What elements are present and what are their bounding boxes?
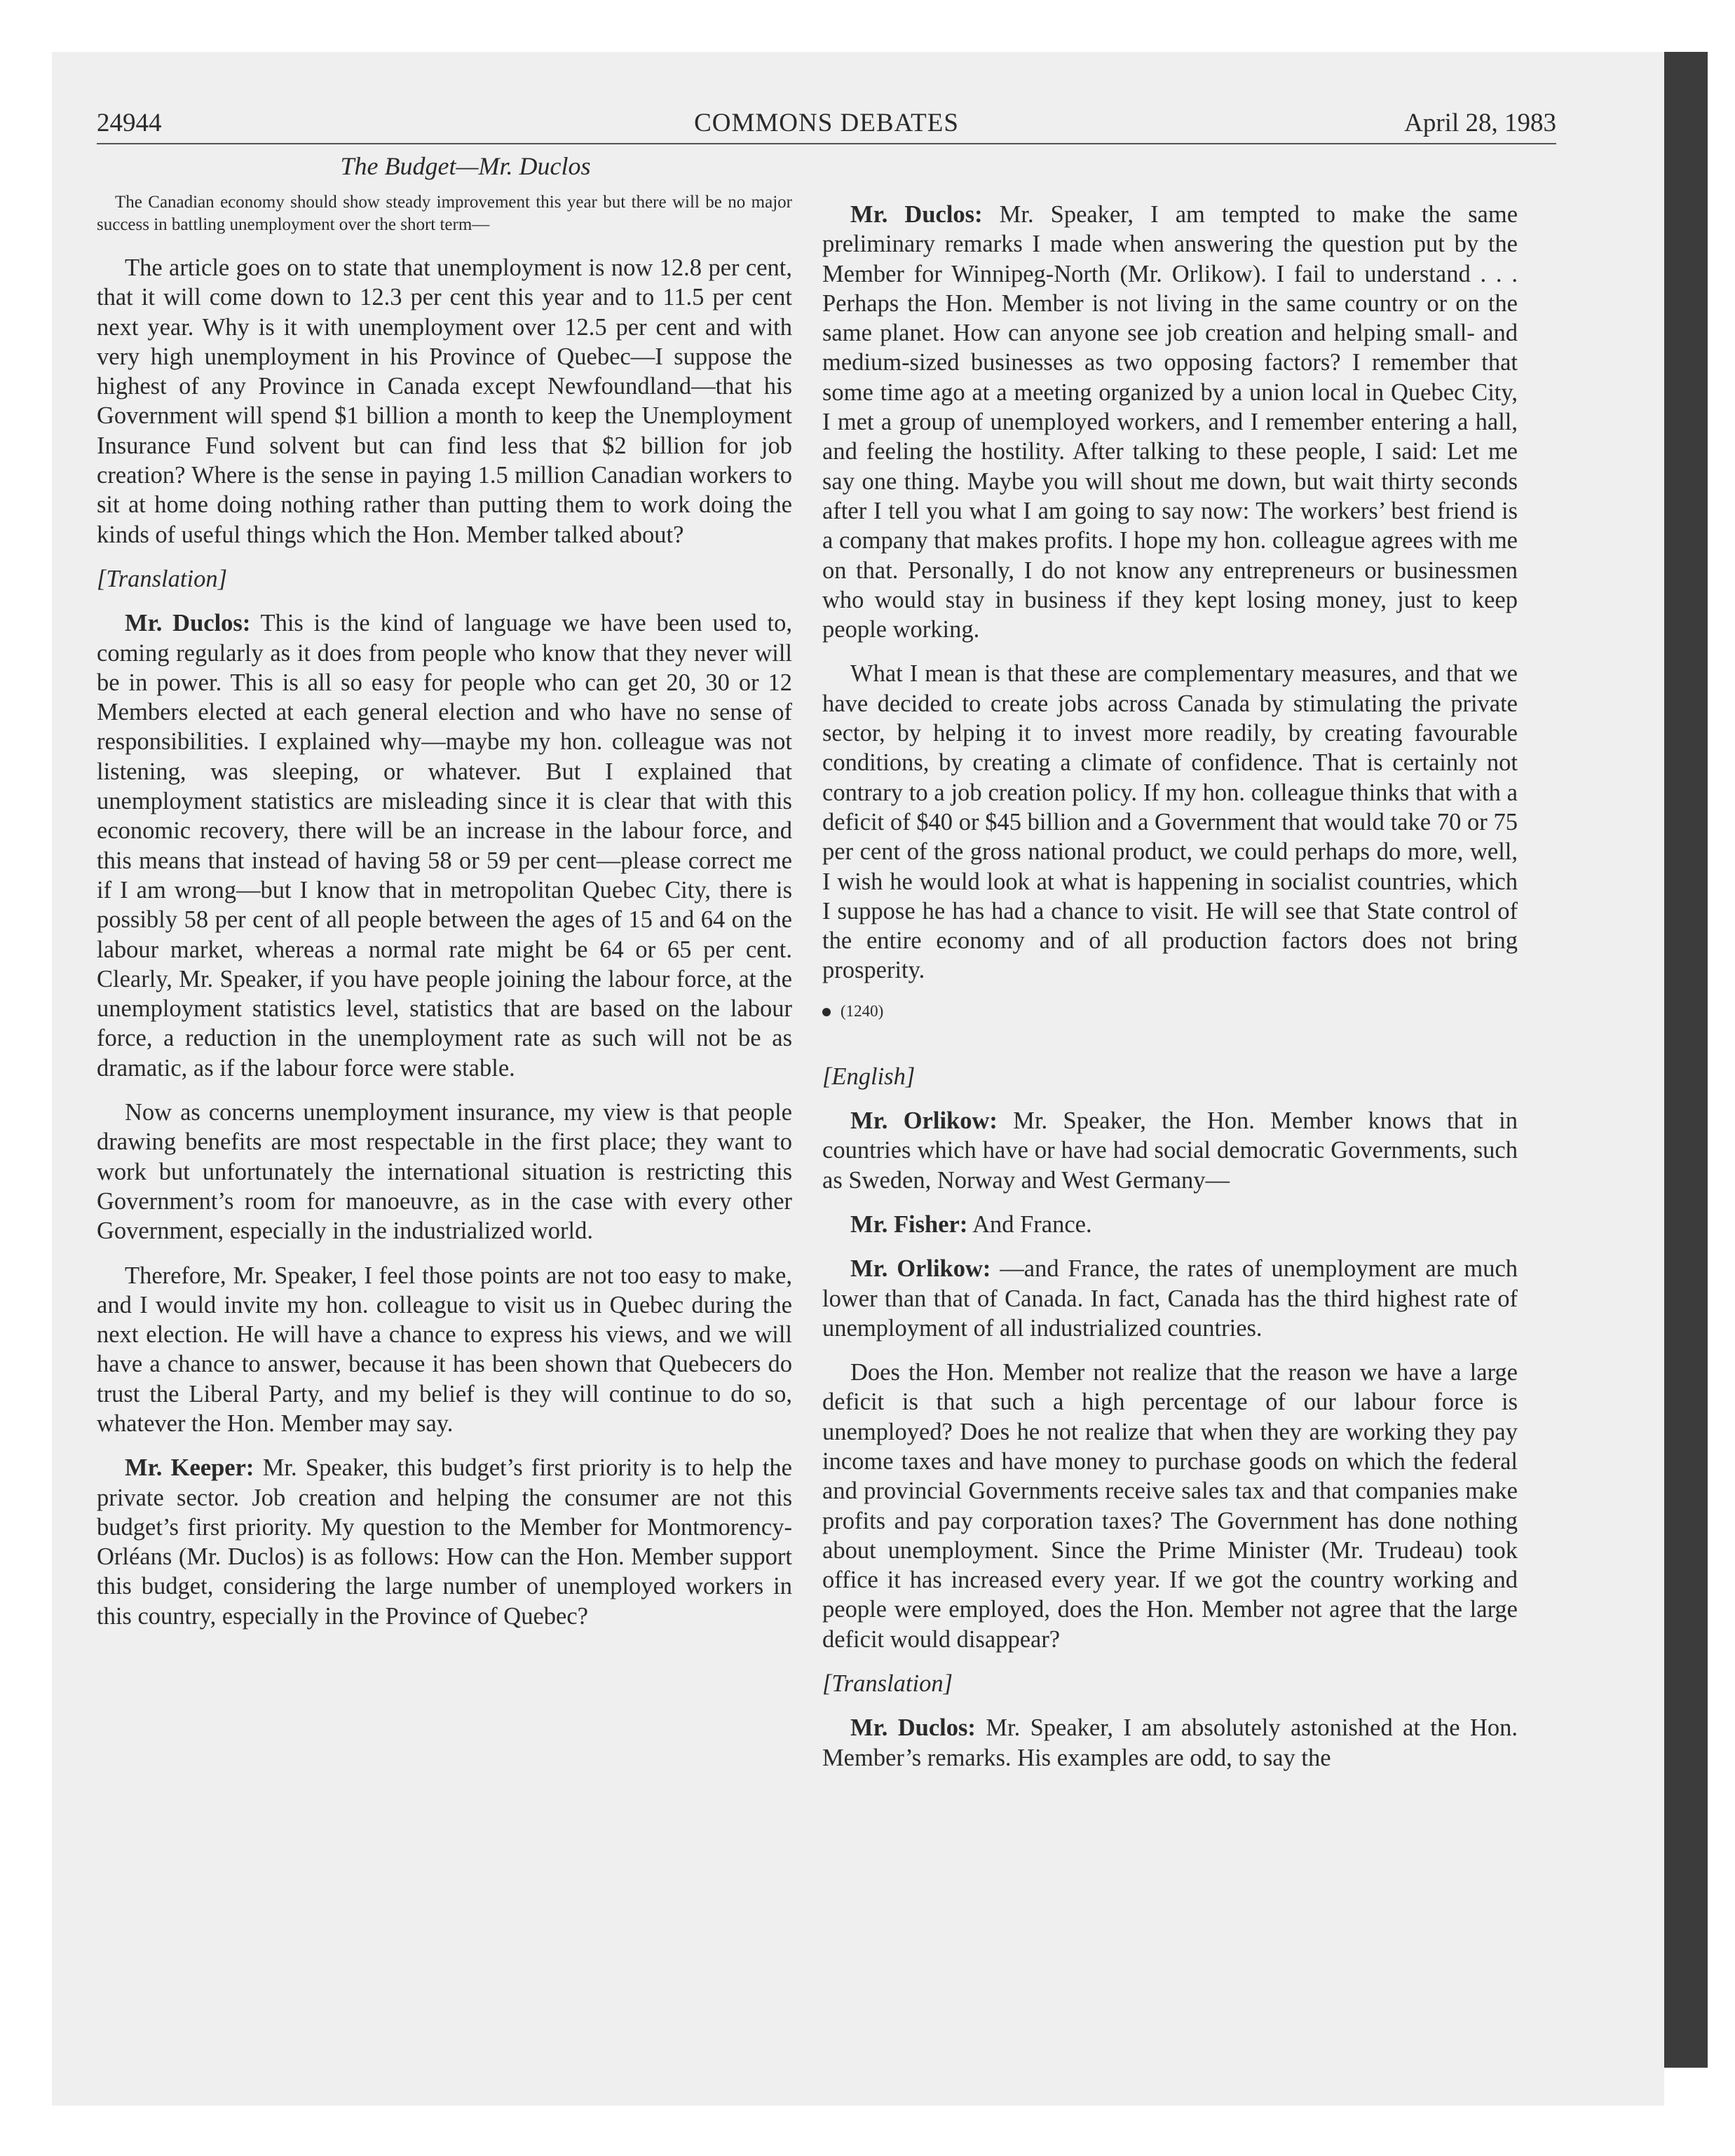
speech-text: Mr. Speaker, I am absolutely astonished at the Hon. Member’s remarks. His examples are odd, to say the (822, 1714, 1518, 1771)
speech-fisher (822, 1210, 1518, 1239)
quoted-article: The Canadian economy should show steady improvement this year but there will be no major success in battling unemployment over the short term— (97, 193, 792, 234)
left-column (97, 151, 792, 1646)
time-marker (822, 1000, 1518, 1023)
binding-edge (1664, 52, 1708, 2068)
translation-tag: [Translation] (97, 565, 227, 592)
speaker-name: Mr. Duclos: (850, 1714, 976, 1742)
publication-date: April 28, 1983 (1404, 109, 1556, 137)
speaker-name: Mr. Duclos: (125, 610, 251, 637)
speech-text: Mr. Speaker, the Hon. Member knows that in countries which have or have had social democratic Governments, such as Sweden, Norway and West Germany— (822, 1107, 1518, 1194)
paragraph: Now as concerns unemployment insurance, my view is that people drawing benefits are most respectable in the first place; they want to work but unfortunately the international situation is restricting this Government’s room for manoeuvre, as in the case with every other Government, especially in the industrialized world. (97, 1099, 792, 1245)
speech-text: Mr. Speaker, I am tempted to make the same preliminary remarks I made when answering the question put by the Member for Winnipeg-North (Mr. Orlikow). I fail to understand . . . Perhaps the Hon. Member is not living in the same country or on the same planet. How can anyone see job creation and helping small- and medium-sized businesses as two opposing factors? I remember that some time ago at a meeting organized by a union local in Quebec City, I met a group of unemployed workers, and I remember entering a hall, and feeling the hostility. After talking to these people, I said: Let me say one thing. Maybe you will shout me down, but wait thirty seconds after I tell you what I am going to say now: The workers’ best friend is a company that makes profits. I hope my hon. colleague agrees with me on that. Personally, I do not know any entrepreneurs or businessmen who would stay in business if they kept losing money, just to keep people working. (822, 201, 1518, 643)
paragraph: What I mean is that these are complementary measures, and that we have decided to create jobs across Canada by stimulating the private sector, by helping it to invest more readily, by creating favourable conditions, by creating a climate of confidence. That is certainly not contrary to a job creation policy. If my hon. colleague thinks that with a deficit of $40 or $45 billion and a Government that would take 70 or 75 per cent of the gross national product, we could perhaps do more, well, I wish he would look at what is happening in socialist countries, which I suppose he has had a chance to visit. He will see that State control of the entire economy and of all production factors does not bring prosperity. (822, 660, 1518, 984)
speaker-name: Mr. Fisher: (850, 1210, 968, 1238)
english-tag: [English] (822, 1063, 916, 1090)
speech-orlikow (822, 1254, 1518, 1343)
page-number: 24944 (97, 109, 162, 137)
bullet-icon (822, 1008, 831, 1016)
speaker-name: Mr. Orlikow: (850, 1255, 991, 1283)
time-label: (1240) (841, 1002, 884, 1020)
page-header (97, 108, 1556, 144)
publication-title: COMMONS DEBATES (694, 109, 959, 137)
speech-duclos (822, 1713, 1518, 1773)
speaker-name: Mr. Duclos: (850, 201, 983, 228)
speech-orlikow (822, 1106, 1518, 1195)
speech-text: This is the kind of language we have been used to, coming regularly as it does from people who know that they never will be in power. This is all so easy for people who can get 20, 30 or 12 Members elected at each general election and who have no sense of responsibilities. I explained why—maybe my hon. colleague was not listening, was sleeping, or whatever. But I explained that unemployment statistics are misleading since it is clear that with this economic recovery, there will be an increase in the labour force, and this means that instead of having 58 or 59 per cent—please correct me if I am wrong—but I know that in metropolitan Quebec City, there is possibly 58 per cent of all people between the ages of 15 and 64 on the labour market, whereas a normal rate might be 64 or 65 per cent. Clearly, Mr. Speaker, if you have people joining the labour force, at the unemployment statistics level, statistics that are based on the labour force, a reduction in the unemployment rate as such will not be as dramatic, as if the labour force were stable. (97, 610, 792, 1082)
speech-duclos (97, 608, 792, 1083)
speech-text: And France. (967, 1210, 1092, 1238)
speech-duclos (822, 200, 1518, 644)
speech-keeper (97, 1453, 792, 1631)
speech-text: Mr. Speaker, this budget’s first priority is to help the private sector. Job creation and helping the consumer are not this budget’s first priority. My question to the Member for Montmorency-Orléans (Mr. Duclos) is as follows: How can the Hon. Member support this budget, considering the large number of unemployed workers in this country, especially in the Province of Quebec? (97, 1454, 792, 1630)
paragraph: Therefore, Mr. Speaker, I feel those points are not too easy to make, and I would invite my hon. colleague to visit us in Quebec during the next election. He will have a chance to express his views, and we will have a chance to answer, because it has been shown that Quebecers do trust the Liberal Party, and my belief is they will continue to do so, whatever the Hon. Member may say. (97, 1262, 792, 1437)
speaker-name: Mr. Keeper: (125, 1454, 254, 1482)
speech-text: —and France, the rates of unemployment are much lower than that of Canada. In fact, Canada has the third highest rate of unemployment of all industrialized countries. (822, 1255, 1518, 1342)
speaker-name: Mr. Orlikow: (850, 1107, 998, 1135)
translation-tag: [Translation] (822, 1670, 953, 1698)
paragraph: The article goes on to state that unemployment is now 12.8 per cent, that it will come down to 12.3 per cent this year and to 11.5 per cent next year. Why is it with unemployment over 12.5 per cent and with very high unemployment in his Province of Quebec—I suppose the highest of any Province in Canada except Newfoundland—that his Government will spend $1 billion a month to keep the Unemployment Insurance Fund solvent but can find less that $2 billion for job creation? Where is the sense in paying 1.5 million Canadian workers to sit at home doing nothing rather than putting them to work doing the kinds of useful things which the Hon. Member talked about? (97, 254, 792, 548)
paragraph: Does the Hon. Member not realize that the reason we have a large deficit is that such a high percentage of our labour force is unemployed? Does he not realize that when they are working they pay income taxes and have money to purchase goods on which the federal and provincial Governments receive sales tax and that companies make profits and pay corporation taxes? The Government has done nothing about unemployment. Since the Prime Minister (Mr. Trudeau) took office it has increased every year. If we got the country working and people were employed, does the Hon. Member not agree that the large deficit would disappear? (822, 1359, 1518, 1653)
right-column (822, 200, 1518, 1787)
running-head: The Budget—Mr. Duclos (340, 152, 591, 180)
